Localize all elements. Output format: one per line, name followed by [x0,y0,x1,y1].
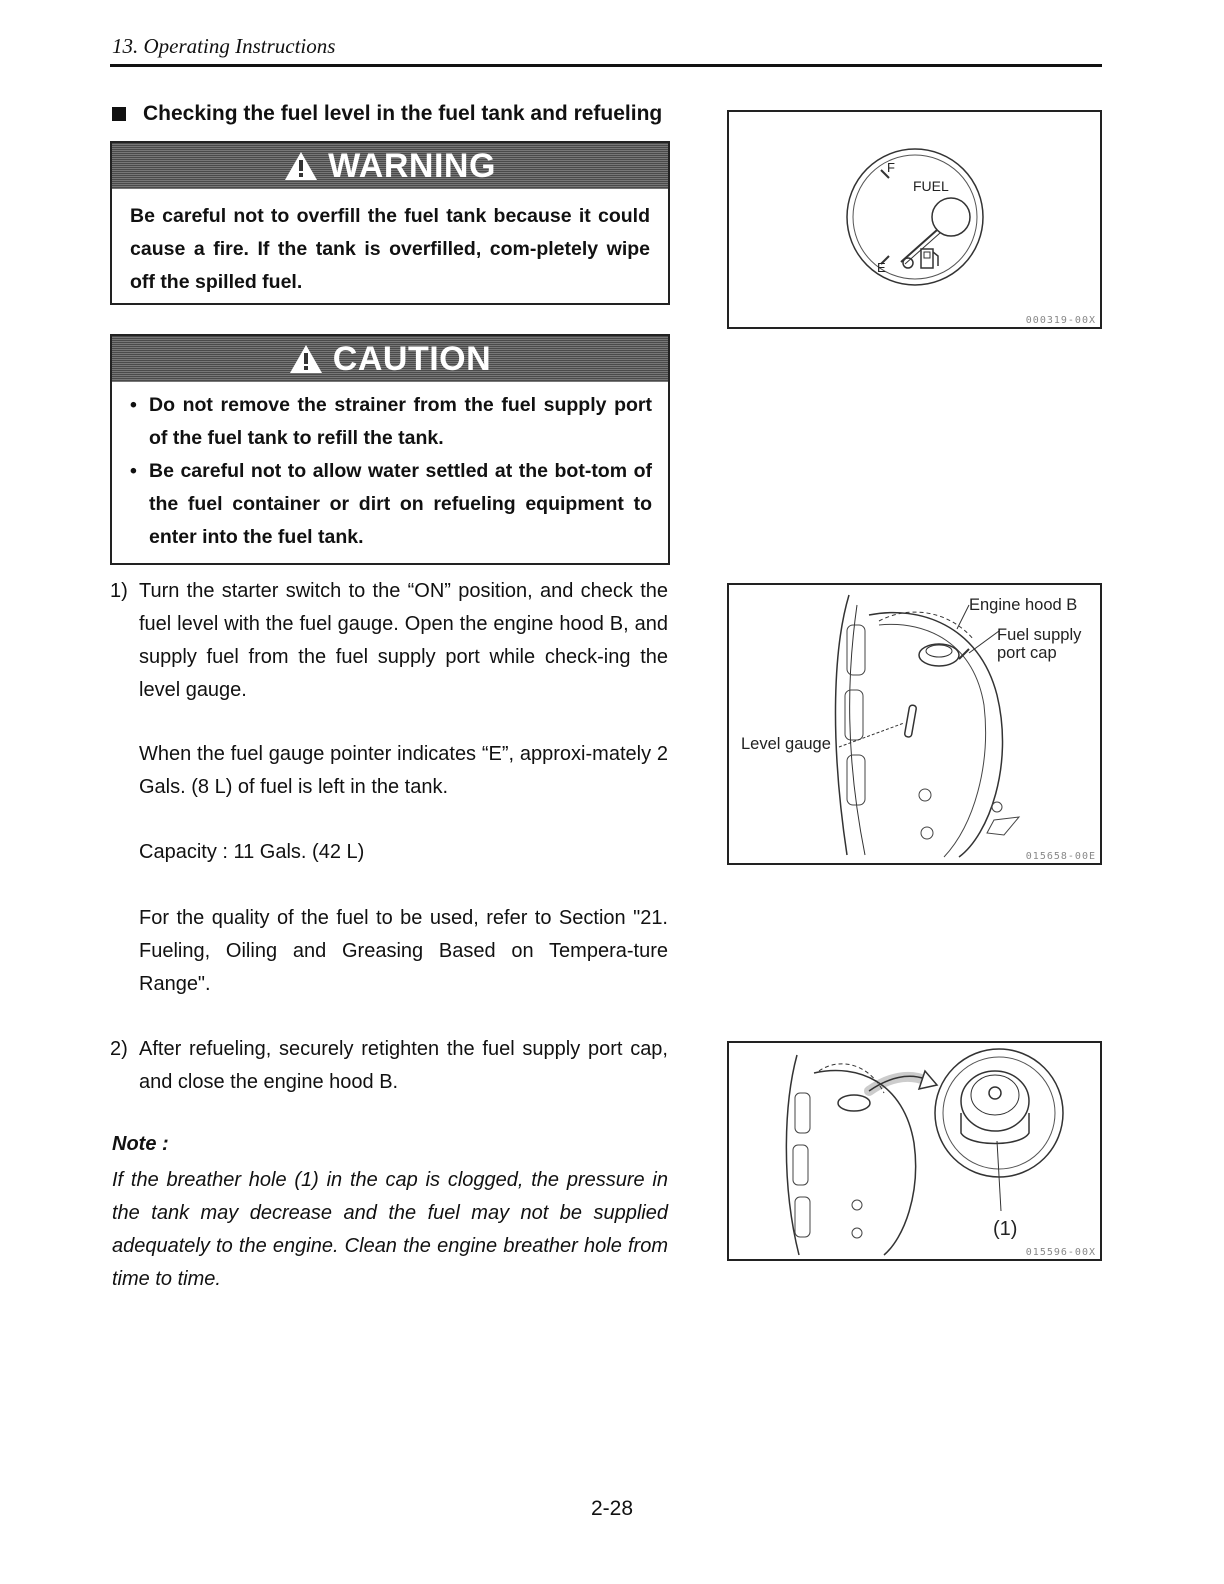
step-text: Turn the starter switch to the “ON” position, and check the fuel level with the fuel gauge. Open the engine hood B, and supply fuel from the fuel supply port while check-ing the level gauge. [139,580,668,701]
warning-text: Be careful not to overfill the fuel tank because it could cause a fire. If the tank is overfilled, com-pletely wipe off the spilled fuel. [130,205,650,293]
engine-hood-figure [727,583,1102,865]
fuel-gauge-illustration [729,112,1100,327]
capacity-paragraph: Capacity : 11 Gals. (42 L) [139,841,365,863]
figure-code: 000319-00X [1025,315,1096,326]
warning-banner [112,143,668,189]
caution-triangle-icon [289,344,323,374]
figure-code: 015658-00E [1025,851,1096,862]
figure-code: 015596-00X [1025,1247,1096,1258]
square-bullet-icon [112,107,126,121]
fuel-gauge-paragraph: When the fuel gauge pointer indicates “E”, approxi-mately 2 Gals. (8 L) of fuel is left in the tank. [139,743,668,798]
breather-hole-label: (1) [993,1218,1018,1240]
step-text: After refueling, securely retighten the fuel supply port cap, and close the engine hood B. [139,1038,668,1093]
fuel-cap-figure [727,1041,1102,1261]
step-1 [110,575,668,707]
port-cap-label: port cap [997,644,1057,662]
section-heading [112,102,662,126]
caution-box [110,334,670,565]
step-2 [110,1033,668,1099]
warning-box [110,141,670,305]
caution-label: CAUTION [332,339,492,378]
level-gauge-label: Level gauge [741,735,831,753]
note-title: Note : [112,1133,169,1155]
step-number: 2) [110,1038,128,1060]
fuel-cap-illustration [729,1043,1100,1259]
fuel-quality-paragraph: For the quality of the fuel to be used, refer to Section "21. Fueling, Oiling and Greasing Based on Tempera-ture Range". [139,907,668,995]
gauge-e-label: E [877,260,886,275]
gauge-fuel-label: FUEL [913,178,949,194]
page-number: 2-28 [590,1497,634,1520]
note-text: If the breather hole (1) in the cap is clogged, the pressure in the tank may decrease and the fuel may not be supplied adequately to the engine. Clean the engine breather hole from time to time. [112,1169,668,1290]
fuel-gauge-figure [727,110,1102,329]
section-title: Checking the fuel level in the fuel tank and refueling [143,102,663,125]
caution-item: • Be careful not to allow water settled at the bot-tom of the fuel container or dirt on refueling equipment to enter into the fuel tank. [128,455,652,554]
gauge-f-label: F [887,160,895,175]
step-number: 1) [110,580,128,602]
header-rule [110,64,1102,67]
caution-item: • Do not remove the strainer from the fuel supply port of the fuel tank to refill the tank. [128,389,652,455]
warning-label: WARNING [328,146,496,185]
header-title: 13. Operating Instructions [112,34,336,58]
engine-hood-label: Engine hood B [969,596,1078,614]
caution-banner [112,336,668,382]
fuel-supply-label: Fuel supply [997,626,1082,644]
warning-triangle-icon [284,151,318,181]
caution-list [112,382,668,560]
